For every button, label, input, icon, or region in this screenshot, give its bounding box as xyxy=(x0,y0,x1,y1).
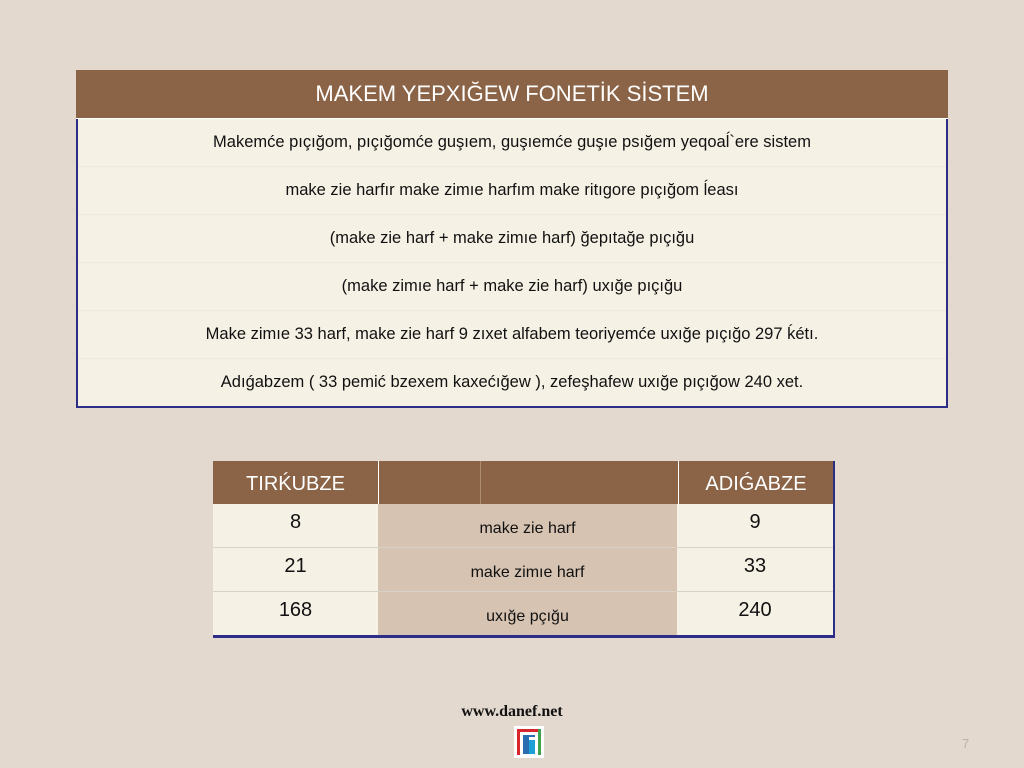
table-row: Makemće pıçığom, pıçığomće guşıem, guşıemće guşıe psığem yeqoaĺ`ere sistem xyxy=(78,119,946,167)
comparison-table xyxy=(213,461,835,638)
table-body xyxy=(76,119,948,408)
comparison-row xyxy=(213,591,833,635)
row-label: uxığe pçığu xyxy=(378,592,677,635)
comparison-row xyxy=(213,547,833,591)
table-row: Adıǵabzem ( 33 pemić bzexem kaxećığew ), zefeşhafew uxığe pıçığow 240 xet. xyxy=(220,373,804,391)
comparison-header xyxy=(213,461,835,504)
table-row: (make zie harf + make zimıe harf) ğepıtağe pıçığu xyxy=(78,215,946,263)
row-label: make zie harf xyxy=(378,504,677,547)
table-row: (make zimıe harf + make zie harf) uxığe pıçığu xyxy=(78,263,946,311)
danef-logo-icon xyxy=(514,726,544,758)
comparison-row xyxy=(213,504,833,547)
page-number: 7 xyxy=(962,736,970,751)
tirkubze-count: 21 xyxy=(213,548,378,591)
table-row: make zie harfır make zimıe harfım make ritıgore pıçığom ĺeası xyxy=(78,167,946,215)
header-empty-cell xyxy=(481,461,679,504)
header-tirkubze: TIRḰUBZE xyxy=(213,461,379,504)
adigabze-count: 240 xyxy=(677,592,833,635)
adigabze-count: 9 xyxy=(677,504,833,547)
tirkubze-count: 168 xyxy=(213,592,378,635)
phonetic-system-table xyxy=(76,70,948,408)
header-empty-cell xyxy=(379,461,481,504)
table-title: MAKEM YEPXIĞEW FONETİK SİSTEM xyxy=(76,70,948,119)
adigabze-count: 33 xyxy=(677,548,833,591)
tirkubze-count: 8 xyxy=(213,504,378,547)
footer-url: www.danef.net xyxy=(461,703,563,720)
comparison-body xyxy=(213,504,835,638)
header-adigabze: ADIǴABZE xyxy=(705,473,807,495)
row-label: make zimıe harf xyxy=(378,548,677,591)
table-row: Make zimıe 33 harf, make zie harf 9 zıxet alfabem teoriyemće uxığe pıçığo 297 ḱétı. xyxy=(78,311,946,359)
